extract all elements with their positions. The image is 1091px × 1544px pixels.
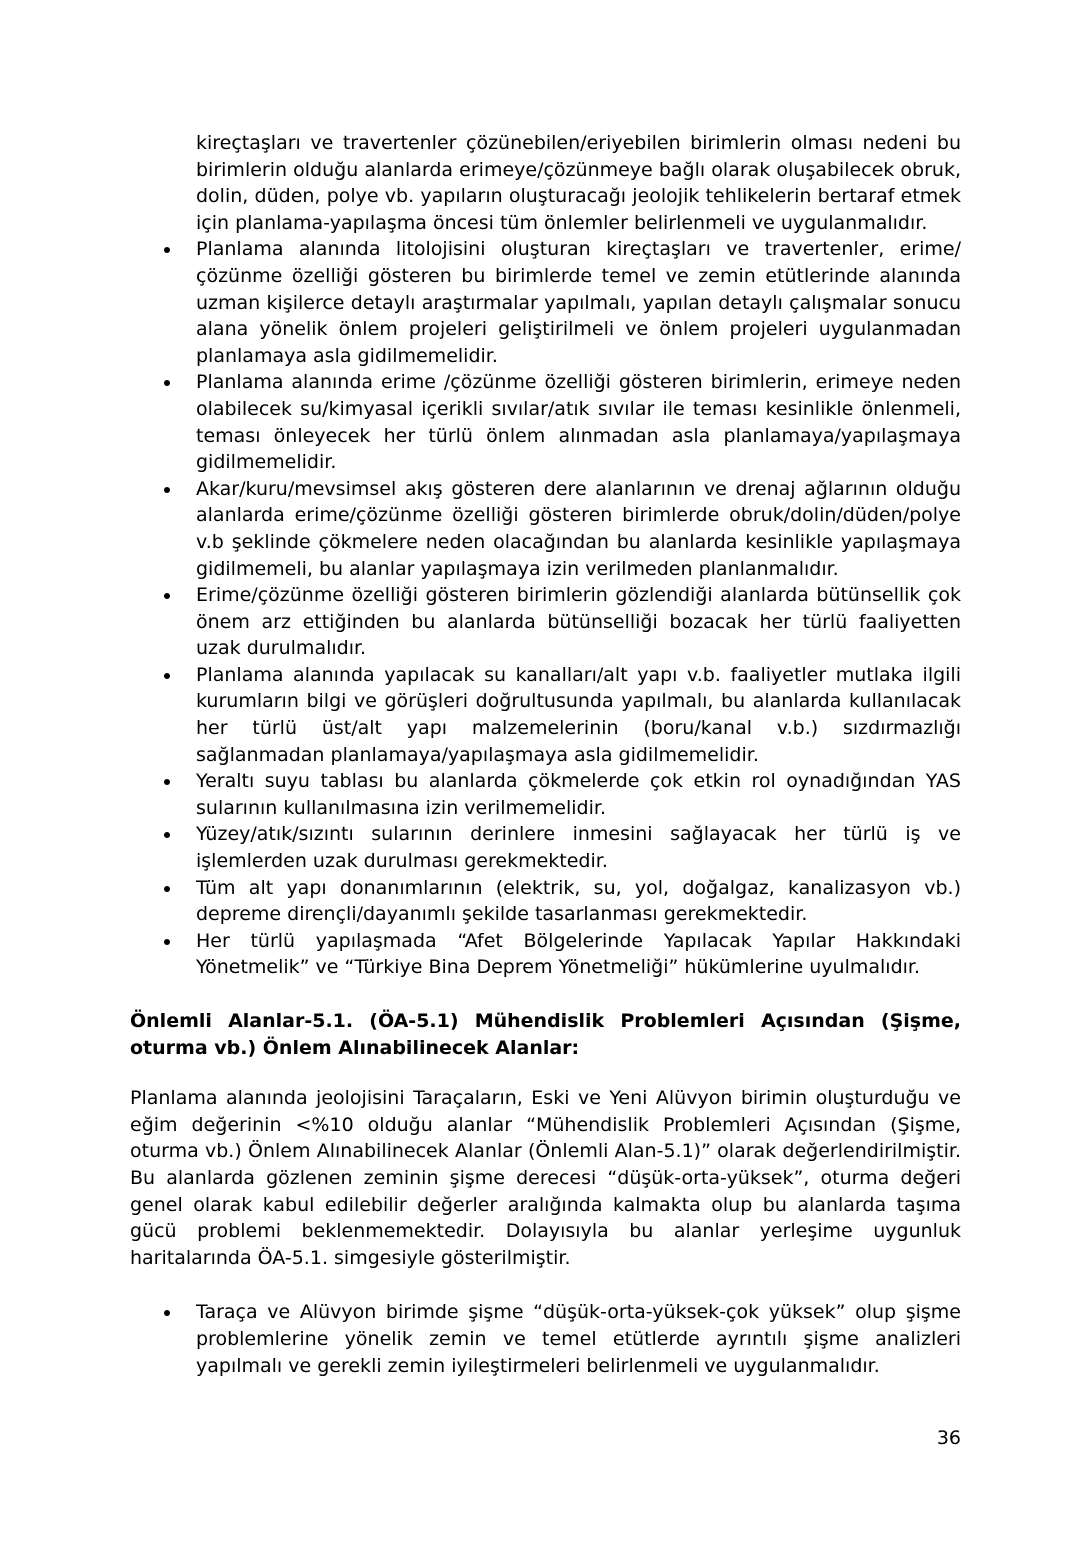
list-item-text: Yüzey/atık/sızıntı sularının derinlere inmesini sağlayacak her türlü iş ve işlemlerden uzak durulması gerekmektedir. xyxy=(196,823,961,873)
bullet-icon xyxy=(164,886,170,892)
bullet-icon xyxy=(164,593,170,599)
list-item-text: Erime/çözünme özelliği gösteren birimlerin gözlendiği alanlarda bütünsellik çok önem arz ettiğinden bu alanlarda bütünselliği bozacak her türlü faaliyetten uzak durulmalıdır. xyxy=(196,584,961,660)
list-item xyxy=(130,1299,961,1379)
list-item-text: Planlama alanında erime /çözünme özelliği gösteren birimlerin, erimeye neden olabilecek su/kimyasal içerikli sıvılar/atık sıvılar ile teması kesinlikle önlenmeli, teması önleyecek her türlü önlem alınmadan asla planlamaya/yapılaşmaya gidilmemelidir. xyxy=(196,371,961,474)
precaution-list xyxy=(130,236,961,981)
list-item xyxy=(130,662,961,768)
list-item xyxy=(130,928,961,981)
list-item-text: Her türlü yapılaşmada “Afet Bölgelerinde Yapılacak Yapılar Hakkındaki Yönetmelik” ve “Türkiye Bina Deprem Yönetmeliği” hükümlerine uyulmalıdır. xyxy=(196,929,961,979)
bullet-icon xyxy=(164,247,170,253)
continued-paragraph: kireçtaşları ve travertenler çözünebilen/eriyebilen birimlerin olması nedeni bu birimlerin olduğu alanlarda erimeye/çözünmeye bağlı olarak oluşabilecek obruk, dolin, düden, polye vb. yapıların oluşturacağı jeolojik tehlikelerin bertaraf etmek için planlama-yapılaşma öncesi tüm önlemler belirlenmeli ve uygulanmalıdır. xyxy=(196,132,961,234)
list-item xyxy=(130,768,961,821)
bullet-icon xyxy=(164,939,170,945)
list-item xyxy=(130,369,961,475)
list-item-text: Taraça ve Alüvyon birimde şişme “düşük-orta-yüksek-çok yüksek” olup şişme problemlerine yönelik zemin ve temel etütlerde ayrıntılı şişme analizleri yapılmalı ve gerekli zemin iyileştirmeleri belirlenmeli ve uygulanmalıdır. xyxy=(196,1301,961,1377)
bullet-icon xyxy=(164,380,170,386)
list-item-text: Planlama alanında litolojisini oluşturan kireçtaşları ve travertenler, erime/çözünme özelliği gösteren bu birimlerde temel ve zemin etütlerinde alanında uzman kişilerce detaylı araştırmalar yapılmalı, yapılan detaylı çalışmalar sonucu alana yönelik önlem projeleri geliştirilmeli ve önlem projeleri uygulanmadan planlamaya asla gidilmemelidir. xyxy=(196,238,961,367)
document-page xyxy=(130,130,961,1379)
list-item-text: Yeraltı suyu tablası bu alanlarda çökmelerde çok etkin rol oynadığından YAS sularının kullanılmasına izin verilmemelidir. xyxy=(196,770,961,819)
bullet-icon xyxy=(164,673,170,679)
list-item xyxy=(130,236,961,369)
list-item xyxy=(130,476,961,582)
list-item xyxy=(130,582,961,662)
list-item xyxy=(130,821,961,874)
list-item-text: Tüm alt yapı donanımlarının (elektrik, su, yol, doğalgaz, kanalizasyon vb.) depreme dirençli/dayanımlı şekilde tasarlanması gerekmektedir. xyxy=(196,876,961,926)
bullet-icon xyxy=(164,779,170,785)
section-list xyxy=(130,1299,961,1379)
bullet-icon xyxy=(164,832,170,838)
bullet-icon xyxy=(164,487,170,493)
list-item xyxy=(130,875,961,928)
list-item-text: Akar/kuru/mevsimsel akış gösteren dere alanlarının ve drenaj ağlarının olduğu alanlarda erime/çözünme özelliği gösteren birimlerde obruk/dolin/düden/polye v.b şeklinde çökmelere neden olacağından bu alanlarda kesinlikle yapılaşmaya gidilmemeli, bu alanlar yapılaşmaya izin verilmeden planlanmalıdır. xyxy=(196,477,961,580)
list-item-text: Planlama alanında yapılacak su kanalları/alt yapı v.b. faaliyetler mutlaka ilgili kurumların bilgi ve görüşleri doğrultusunda yapılmalı, bu alanlarda kullanılacak her türlü üst/alt yapı malzemelerinin (boru/kanal v.b.) sızdırmazlığı sağlanmadan planlamaya/yapılaşmaya asla gidilmemelidir. xyxy=(196,663,961,766)
bullet-icon xyxy=(164,1310,170,1316)
section-paragraph: Planlama alanında jeolojisini Taraçaların, Eski ve Yeni Alüvyon birimin oluşturduğu ve eğim değerinin <%10 olduğu alanlar “Mühendislik Problemleri Açısından (Şişme, oturma vb.) Önlem Alınabilinecek Alanlar (Önlemli Alan-5.1)” olarak değerlendirilmiştir. Bu alanlarda gözlenen zeminin şişme derecesi “düşük-orta-yüksek”, oturma değeri genel olarak kabul edilebilir değerler aralığında kalmakta olup bu alanlarda taşıma gücü problemi beklenmemektedir. Dolayısıyla bu alanlar yerleşime uygunluk haritalarında ÖA-5.1. simgesiyle gösterilmiştir. xyxy=(130,1087,961,1269)
page-number: 36 xyxy=(936,1427,961,1449)
section-heading: Önlemli Alanlar-5.1. (ÖA-5.1) Mühendislik Problemleri Açısından (Şişme, oturma vb.) Önlem Alınabilinecek Alanlar: xyxy=(130,1010,961,1059)
